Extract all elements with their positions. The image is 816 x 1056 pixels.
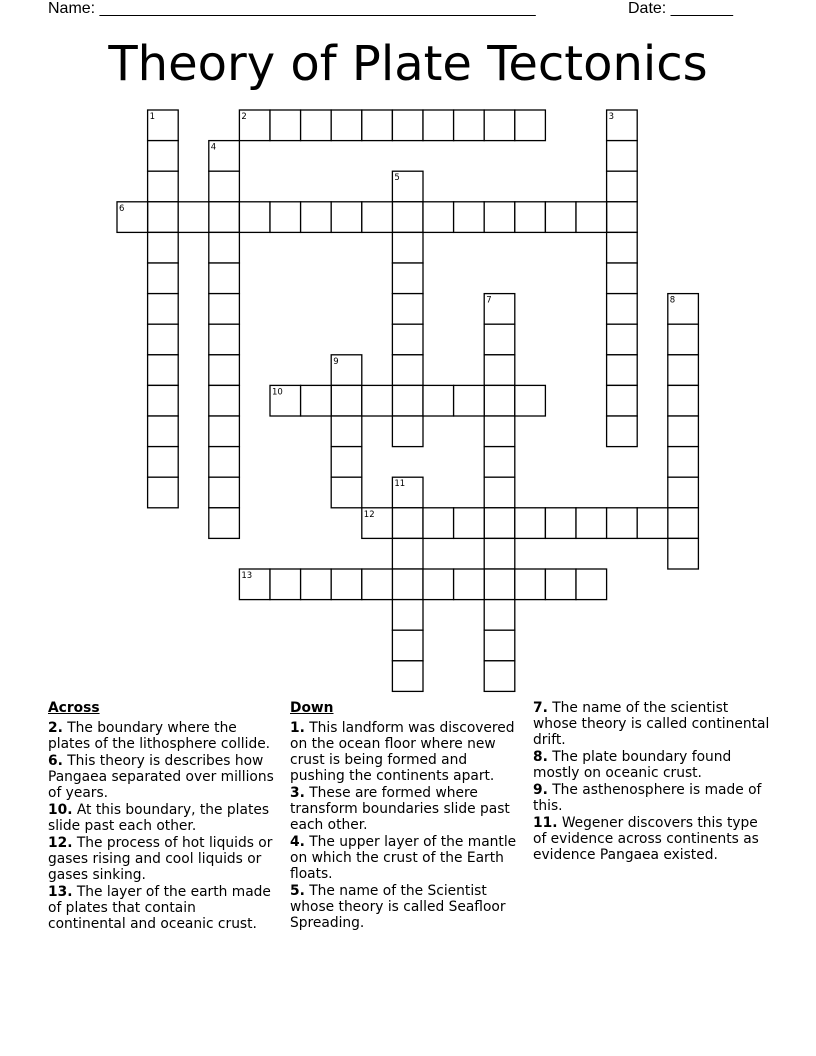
grid-cell[interactable] (209, 416, 240, 447)
grid-cell[interactable] (148, 324, 179, 355)
clue-number-label: 7. (533, 700, 548, 716)
grid-cell[interactable] (148, 232, 179, 263)
grid-cell[interactable] (607, 294, 638, 325)
grid-cell[interactable] (607, 202, 638, 233)
grid-cell[interactable] (392, 324, 423, 355)
grid-cell[interactable] (607, 385, 638, 416)
clue-number: 8 (669, 295, 676, 306)
clue-number: 2 (241, 112, 247, 122)
date-field[interactable]: Date: _______ (628, 0, 733, 17)
grid-cell[interactable] (545, 508, 576, 539)
grid-cell[interactable] (331, 416, 362, 447)
grid-cell[interactable] (423, 110, 454, 141)
grid-cell[interactable] (392, 508, 423, 539)
grid-cell[interactable] (484, 355, 515, 386)
clue-number-label: 9. (533, 782, 548, 798)
clue-number-label: 1. (290, 720, 305, 736)
grid-cell[interactable] (392, 385, 423, 416)
grid-cell[interactable] (484, 385, 515, 416)
clue-number-label: 10. (48, 802, 73, 818)
grid-cell[interactable] (209, 263, 240, 294)
grid-cell[interactable] (209, 294, 240, 325)
grid-cell[interactable] (515, 385, 546, 416)
clue-number-label: 12. (48, 835, 73, 851)
grid-cell[interactable] (423, 202, 454, 233)
grid-cell[interactable] (209, 385, 240, 416)
down-clue (290, 883, 522, 931)
grid-cell[interactable] (301, 110, 332, 141)
clue-number: 10 (272, 387, 283, 398)
across-heading: Across (48, 700, 100, 716)
grid-cell[interactable] (607, 416, 638, 447)
grid-cell[interactable] (392, 110, 423, 141)
grid-cell[interactable] (392, 263, 423, 294)
grid-cell[interactable] (148, 355, 179, 386)
grid-cell[interactable] (545, 202, 576, 233)
grid-cell[interactable] (607, 232, 638, 263)
grid-cell[interactable] (607, 508, 638, 539)
grid-cell[interactable] (423, 508, 454, 539)
clue-number: 9 (333, 356, 339, 367)
grid-cell[interactable] (148, 477, 179, 508)
grid-cell[interactable] (392, 538, 423, 569)
grid-cell[interactable] (484, 477, 515, 508)
grid-cell[interactable] (484, 110, 515, 141)
across-clue (48, 884, 274, 932)
across-clue (48, 802, 274, 834)
down-clues-continued (533, 700, 773, 864)
grid-cell[interactable] (668, 447, 699, 478)
grid-cell[interactable] (362, 569, 393, 600)
grid-cell[interactable] (484, 416, 515, 447)
grid-cell[interactable] (392, 569, 423, 600)
grid-cell[interactable] (301, 385, 332, 416)
grid-cell[interactable] (454, 202, 485, 233)
grid-cell[interactable] (148, 141, 179, 172)
grid-cell[interactable] (331, 447, 362, 478)
grid-cell[interactable] (576, 508, 607, 539)
grid-cell[interactable] (148, 171, 179, 202)
clue-number-label: 5. (290, 883, 305, 899)
clue-number: 3 (608, 112, 615, 122)
clue-number: 7 (486, 295, 492, 306)
clue-text: These are formed where transform boundaries slide past each other. (290, 785, 510, 833)
grid-cell[interactable] (209, 324, 240, 355)
grid-cell[interactable] (484, 447, 515, 478)
clue-text: The layer of the earth made of plates that contain continental and oceanic crust. (48, 884, 271, 932)
down-clues (290, 700, 522, 932)
down-clue (533, 782, 773, 814)
grid-cell[interactable] (576, 202, 607, 233)
down-clue (290, 834, 522, 882)
grid-cell[interactable] (362, 202, 393, 233)
grid-cell[interactable] (607, 355, 638, 386)
grid-cell[interactable] (209, 477, 240, 508)
grid-cell[interactable] (423, 385, 454, 416)
across-clue (48, 835, 274, 883)
grid-cell[interactable] (668, 324, 699, 355)
down-clue (290, 720, 522, 784)
clue-number-label: 3. (290, 785, 305, 801)
grid-cell[interactable] (484, 661, 515, 692)
grid-cell[interactable] (392, 416, 423, 447)
grid-cell[interactable] (209, 508, 240, 539)
grid-cell[interactable] (484, 630, 515, 661)
across-clue (48, 720, 274, 752)
name-field[interactable]: Name: _________________________________________________ (48, 0, 536, 17)
grid-cell[interactable] (668, 508, 699, 539)
grid-cell[interactable] (515, 202, 546, 233)
grid-cell[interactable] (331, 202, 362, 233)
clue-number-label: 2. (48, 720, 63, 736)
down-clue-list (290, 720, 522, 931)
grid-cell[interactable] (392, 232, 423, 263)
grid-cell[interactable] (576, 569, 607, 600)
grid-cell[interactable] (484, 508, 515, 539)
clue-number: 6 (119, 203, 125, 214)
grid-cell[interactable] (392, 600, 423, 631)
clue-number-label: 11. (533, 815, 558, 831)
grid-cell[interactable] (607, 141, 638, 172)
clue-text: Wegener discovers this type of evidence across continents as evidence Pangaea existed. (533, 815, 759, 863)
clue-text: The name of the Scientist whose theory is called Seafloor Spreading. (290, 883, 506, 931)
grid-cell[interactable] (392, 294, 423, 325)
grid-cell[interactable] (454, 110, 485, 141)
grid-cell[interactable] (362, 385, 393, 416)
down-clue (533, 815, 773, 863)
grid-cell[interactable] (209, 232, 240, 263)
grid-cell[interactable] (545, 569, 576, 600)
grid-cell[interactable] (515, 508, 546, 539)
clue-text: The asthenosphere is made of this. (533, 782, 762, 814)
clue-text: The boundary where the plates of the lithosphere collide. (48, 720, 271, 752)
clue-text: This landform was discovered on the ocean floor where new crust is being formed and pushing the continents apart. (290, 720, 515, 784)
grid-cell[interactable] (392, 630, 423, 661)
clue-number: 5 (394, 173, 400, 184)
across-clues (48, 700, 274, 933)
grid-cell[interactable] (484, 569, 515, 600)
grid-cell[interactable] (454, 508, 485, 539)
grid-cell[interactable] (454, 569, 485, 600)
grid-cell[interactable] (148, 416, 179, 447)
grid-cell[interactable] (607, 171, 638, 202)
grid-cell[interactable] (515, 110, 546, 141)
grid-cell[interactable] (423, 569, 454, 600)
page-title: Theory of Plate Tectonics (108, 36, 708, 92)
grid-cell[interactable] (148, 294, 179, 325)
grid-cell[interactable] (484, 202, 515, 233)
clue-text: The process of hot liquids or gases rising and cool liquids or gases sinking. (48, 835, 273, 883)
clue-text: At this boundary, the plates slide past each other. (48, 802, 270, 834)
grid-cell[interactable] (392, 202, 423, 233)
down-clue (533, 700, 773, 748)
clue-number: 11 (394, 479, 406, 490)
clue-text: The plate boundary found mostly on oceanic crust. (533, 749, 732, 781)
grid-cell[interactable] (607, 324, 638, 355)
clue-number: 12 (363, 509, 375, 520)
grid-cell[interactable] (270, 569, 301, 600)
down-heading: Down (290, 700, 334, 716)
clue-text: The name of the scientist whose theory is called continental drift. (533, 700, 770, 748)
grid-cell[interactable] (331, 569, 362, 600)
across-clue (48, 753, 274, 801)
grid-cell[interactable] (484, 600, 515, 631)
grid-cell[interactable] (301, 202, 332, 233)
down-clue (290, 785, 522, 833)
clue-number: 13 (241, 571, 253, 581)
grid-cell[interactable] (148, 263, 179, 294)
across-clue-list (48, 720, 274, 932)
clue-number-label: 8. (533, 749, 548, 765)
grid-cell[interactable] (607, 263, 638, 294)
grid-cell[interactable] (148, 202, 179, 233)
grid-cell[interactable] (331, 477, 362, 508)
clue-number: 4 (210, 142, 217, 153)
grid-cell[interactable] (270, 202, 301, 233)
clue-number-label: 6. (48, 753, 63, 769)
grid-cell[interactable] (209, 202, 240, 233)
grid-cell[interactable] (668, 385, 699, 416)
clue-number: 1 (149, 112, 156, 122)
grid-cell[interactable] (178, 202, 209, 233)
down-clue-list-continued (533, 700, 773, 863)
grid-cell[interactable] (484, 324, 515, 355)
clue-number-label: 4. (290, 834, 305, 850)
grid-cell[interactable] (331, 110, 362, 141)
grid-cell[interactable] (484, 538, 515, 569)
grid-cell[interactable] (270, 110, 301, 141)
grid-cell[interactable] (454, 385, 485, 416)
grid-cell[interactable] (392, 355, 423, 386)
clue-text: The upper layer of the mantle on which the crust of the Earth floats. (290, 834, 517, 882)
clue-number-label: 13. (48, 884, 73, 900)
grid-cell[interactable] (331, 385, 362, 416)
grid-cell[interactable] (209, 447, 240, 478)
grid-cell[interactable] (239, 202, 270, 233)
grid-cell[interactable] (515, 569, 546, 600)
grid-cell[interactable] (637, 508, 668, 539)
clue-text: This theory is describes how Pangaea separated over millions of years. (48, 753, 274, 801)
grid-cell[interactable] (668, 477, 699, 508)
grid-cell[interactable] (668, 416, 699, 447)
grid-cell[interactable] (148, 385, 179, 416)
grid-cell[interactable] (668, 355, 699, 386)
grid-cell[interactable] (301, 569, 332, 600)
grid-cell[interactable] (668, 538, 699, 569)
grid-cell[interactable] (392, 661, 423, 692)
grid-cell[interactable] (148, 447, 179, 478)
grid-cell[interactable] (362, 110, 393, 141)
grid-cell[interactable] (209, 355, 240, 386)
down-clue (533, 749, 773, 781)
grid-cell[interactable] (209, 171, 240, 202)
